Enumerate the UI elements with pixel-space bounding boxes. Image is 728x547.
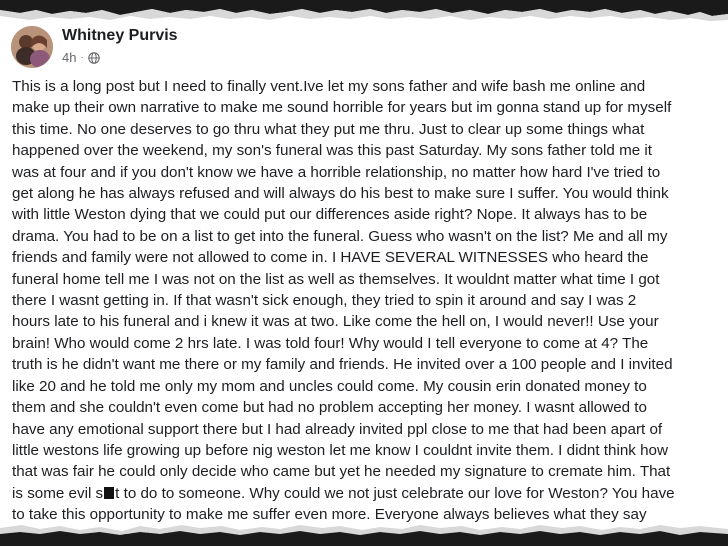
meta-separator: · (80, 52, 84, 63)
torn-edge-top (0, 0, 728, 30)
post-line: with little Weston dying that we could put our differences aside right? Nope. It always has to be (12, 206, 648, 224)
post-text (12, 76, 718, 547)
post-line: drama. You had to be on a list to get into the funeral. Guess who wasn't on the list? Me and all my (12, 227, 668, 245)
post-meta (62, 50, 100, 65)
censored-after: t to do to someone. Why could we not just celebrate our love for Weston? You have (115, 484, 675, 502)
author-avatar[interactable] (11, 26, 53, 68)
post-line: funeral home tell me I was not on the list as well as themselves. It wouldnt matter what time I got (12, 270, 660, 288)
censored-before: is some evil s (12, 484, 104, 502)
globe-icon (88, 52, 100, 64)
post-line: was at four and if you don't know we have a horrible relationship, no matter how hard I've tried to (12, 163, 661, 181)
torn-edge-bottom (0, 516, 728, 546)
post-line: have any emotional support there but I had already invited ppl close to me that had been apart of (12, 420, 663, 438)
post-line: little westons life growing up before nig weston let me know I couldnt invite them. I didnt think how (12, 441, 668, 459)
post-line: there I wasnt getting in. If that wasn't sick enough, they tried to spin it around and say I was 2 (12, 292, 637, 310)
post-line: that was fair he could only decide who came but yet he needed my signature to cremate him. That (12, 463, 671, 481)
post-line: to take this opportunity to make me suffer even more. Everyone always believes what they say (12, 506, 647, 524)
post-line: happened over the weekend, my son's funeral was this past Saturday. My sons father told me it (12, 142, 652, 160)
avatar-photo-icon (11, 26, 53, 68)
post-line: this time. No one deserves to go thru what they put me thru. Just to clear up some things what (12, 120, 645, 138)
post-line-censored (12, 483, 718, 504)
post-line: like 20 and he told me only my mom and uncles could come. My cousin erin donated money to (12, 377, 647, 395)
author-name[interactable]: Whitney Purvis (62, 27, 178, 44)
censor-block (104, 487, 114, 499)
post-line: brain! Who would come 2 hrs late. I was told four! Why would I tell everyone to come at 4? The (12, 334, 649, 352)
post-time[interactable]: 4h (62, 50, 77, 65)
post-line: This is a long post but I need to finally vent.Ive let my sons father and wife bash me online and (12, 78, 646, 95)
post-line: get along he has always refused and will always do his best to make sure I suffer. You would think (12, 185, 669, 203)
post-line: them and she couldn't even come but had no problem accepting her money. I wasnt allowed to (12, 399, 647, 417)
post-line: make up their own narrative to make me sound horrible for years but im gonna stand up for myself (12, 99, 672, 117)
post-line: hours late to his funeral and i knew it was at two. Like come the hell on, I would never!! Use your (12, 313, 659, 331)
post-line: truth is he didn't want me there or my family and friends. He invited over a 100 people and I invited (12, 356, 673, 374)
post-line: friends and family were not allowed to come in. I HAVE SEVERAL WITNESSES who heard the (12, 249, 649, 267)
